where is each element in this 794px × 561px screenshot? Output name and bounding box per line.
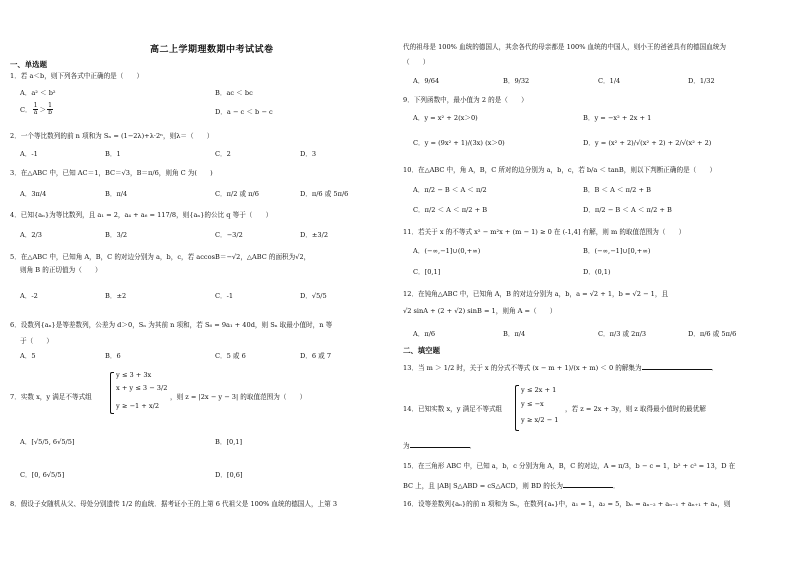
- question-4-option-a: A．2/3: [20, 231, 42, 239]
- question-6-option-a: A．5: [20, 352, 36, 360]
- question-10-option-d: D．π/2 − B ＜ A ＜ π/2 + B: [583, 206, 672, 214]
- question-4-option-c: C．−3/2: [215, 231, 243, 239]
- question-9-option-c: C．y = (9x² + 1)/(3x) (x＞0): [413, 139, 505, 147]
- question-13-stem: 13．当 m ＞ 1/2 时，关于 x 的分式不等式 (x − m + 1)/(x + m) ＜ 0 的解集为 ．: [403, 364, 719, 372]
- question-7-constraint-1: y ≤ 3 + 3x: [116, 371, 152, 379]
- question-9-option-d: D．y = (x² + 2)/√(x² + 2) + 2/√(x² + 2): [583, 139, 712, 147]
- question-9-option-b: B．y = −x² + 2x + 1: [583, 114, 652, 122]
- question-3-option-b: B．π/4: [105, 190, 128, 198]
- question-12-option-a: A．π/6: [413, 330, 436, 338]
- question-7-constraint-brace: [110, 372, 114, 414]
- page-title: 高二上学期理数期中考试试卷: [150, 45, 274, 55]
- question-1-option-d: D．a − c ＜ b − c: [215, 108, 273, 116]
- question-2-option-d: D．3: [300, 150, 317, 158]
- question-6-option-c: C．5 或 6: [215, 352, 246, 360]
- question-8-stem-end: （ ）: [403, 58, 430, 66]
- question-1-option-c: C． $\frac{1}{a}$ ＞ $\frac{1}{b}$: [20, 102, 52, 117]
- question-2-option-b: B．1: [105, 150, 121, 158]
- question-7-stem-tail: ，则 z = |2x − y − 3| 的取值范围为（ ）: [170, 393, 307, 401]
- question-8-option-c: C．1/4: [598, 77, 621, 85]
- question-5-stem: 5．在△ABC 中，已知角 A，B，C 的对边分别为 a，b，c，若 accosB＝−√2，△ABC 的面积为√2，: [10, 253, 311, 261]
- question-2-option-c: C．2: [215, 150, 231, 158]
- question-15-answer-blank[interactable]: [563, 480, 613, 488]
- question-5-option-d: D．√5/5: [300, 292, 327, 300]
- question-7-option-a: A．[√5/5, 6√5/5]: [20, 438, 75, 446]
- section-heading-single-choice: 一、单选题: [10, 60, 47, 69]
- question-14-constraint-3: y ≥ x/2 − 1: [521, 416, 559, 424]
- question-2-stem: 2．一个等比数列的前 n 项和为 Sₙ = (1−2λ)+λ·2ⁿ，则λ＝（ ）: [10, 132, 214, 140]
- question-16-stem: 16．设等差数列{aₙ}的前 n 项和为 Sₙ，在数列{aₙ}中，a₁ = 1，a₂ = 5，bₙ = aₙ₋₂ + aₙ₋₁ + aₙ₊₁ + aₙ，则: [403, 500, 731, 508]
- question-8-option-b: B．9/32: [503, 77, 530, 85]
- question-5-option-a: A．-2: [20, 292, 38, 300]
- question-8-stem: 8．假设子女随机从父、母处分别遗传 1/2 的血统．据考证小王的上第 6 代祖父是 100% 血统的德国人，上第 3: [10, 500, 338, 508]
- question-8-option-a: A．9/64: [413, 77, 440, 85]
- question-5-option-c: C．-1: [215, 292, 234, 300]
- question-6-option-b: B．6: [105, 352, 121, 360]
- question-1-option-b: B．ac ＜ bc: [215, 89, 253, 97]
- question-14-answer-blank[interactable]: [410, 440, 470, 448]
- question-11-option-d: D．(0,1): [583, 268, 611, 276]
- question-13-answer-blank[interactable]: [642, 362, 712, 370]
- section-heading-fill-in: 二、填空题: [403, 346, 440, 355]
- question-3-option-a: A．3π/4: [20, 190, 47, 198]
- left-column: [10, 0, 385, 561]
- question-8-stem-continued: 代的祖母是 100% 血统的德国人，其余各代的母亲都是 100% 血统的中国人，则小王的爸爸具有的德国血统为: [403, 43, 727, 51]
- question-12-option-d: D．π/6 或 5π/6: [688, 330, 737, 338]
- question-2-option-a: A．-1: [20, 150, 38, 158]
- question-14-stem: 14．已知实数 x，y 满足不等式组: [403, 405, 503, 413]
- question-11-stem: 11．若关于 x 的不等式 x² − m²x + (m − 1) ≥ 0 在 (-1,4] 有解，则 m 的取值范围为（ ）: [403, 228, 686, 236]
- question-4-option-d: D．±3/2: [300, 231, 329, 239]
- question-6-option-d: D．6 或 7: [300, 352, 332, 360]
- question-10-option-c: C．π/2 ＜ A ＜ π/2 + B: [413, 206, 488, 214]
- question-7-stem: 7．实数 x，y 满足不等式组: [10, 393, 92, 401]
- question-7-option-d: D．[0,6]: [215, 471, 243, 479]
- question-3-stem: 3．在△ABC 中，已知 AC＝1，BC＝√3，B＝π/6，则角 C 为( ): [10, 169, 213, 177]
- question-10-option-a: A．π/2 − B ＜ A ＜ π/2: [413, 186, 487, 194]
- question-7-option-c: C．[0, 6√5/5]: [20, 471, 65, 479]
- question-1-stem: 1．若 a＜b，则下列各式中正确的是（ ）: [10, 72, 144, 80]
- question-11-option-b: B．(−∞,−1]∪[0,+∞): [583, 247, 651, 255]
- question-14-answer-line: 为 ．: [403, 442, 477, 450]
- question-9-option-a: A．y = x² + 2(x＞0): [413, 114, 478, 122]
- question-1-option-a: A．a² ＜ b²: [20, 89, 56, 97]
- question-12-option-c: C．π/3 或 2π/3: [598, 330, 647, 338]
- question-11-option-a: A．(−∞,−1]∪(0,+∞): [413, 247, 481, 255]
- question-10-option-b: B．B ＜ A ＜ π/2 + B: [583, 186, 651, 194]
- question-6-stem-continued: 于（ ）: [20, 337, 53, 345]
- question-8-option-d: D．1/32: [688, 77, 715, 85]
- question-4-stem: 4．已知{aₙ}为等比数列，且 a₁ = 2，a₄ + a₆ = 117/8，则{aₙ}的公比 q 等于（ ）: [10, 211, 273, 219]
- question-10-stem: 10．在△ABC 中，角 A，B，C 所对的边分别为 a，b，c，若 b/a ＜ tanB，则以下判断正确的是（ ）: [403, 166, 717, 174]
- question-9-stem: 9．下列函数中，最小值为 2 的是（ ）: [403, 96, 528, 104]
- question-14-constraint-1: y ≤ 2x + 1: [521, 386, 557, 394]
- question-11-option-c: C．[0,1]: [413, 268, 441, 276]
- question-12-option-b: B．π/4: [503, 330, 526, 338]
- question-14-constraint-brace: [515, 385, 519, 431]
- question-14-constraint-2: y ≤ −x: [521, 400, 544, 408]
- question-4-option-b: B．3/2: [105, 231, 128, 239]
- question-7-constraint-2: x + y ≤ 3 − 3/2: [116, 384, 168, 392]
- question-3-option-c: C．π/2 或 π/6: [215, 190, 259, 198]
- question-15-stem: 15．在三角形 ABC 中，已知 a，b，c 分别为角 A，B，C 的对边，A = π/3，b − c = 1，b² + c² = 13，D 在: [403, 462, 736, 470]
- question-12-stem-continued: √2 sinA + (2 + √2) sinB = 1，则角 A =（ ）: [403, 307, 557, 315]
- question-7-option-b: B．[0,1]: [215, 438, 243, 446]
- question-7-constraint-3: y ≥ −1 + x/2: [116, 402, 160, 410]
- right-column: [403, 0, 773, 561]
- question-3-option-d: D．π/6 或 5π/6: [300, 190, 349, 198]
- question-14-stem-tail: ，若 z = 2x + 3y，则 z 取得最小值时的最优解: [565, 405, 706, 413]
- question-5-stem-continued: 则角 B 的正切值为（ ）: [20, 266, 102, 274]
- question-6-stem: 6．设数列{aₙ}是等差数列，公差为 d＞0，Sₙ 为其前 n 项和，若 S₆ = 9a₁ + 40d，则 Sₙ 取最小值时，n 等: [10, 321, 333, 329]
- question-15-stem-continued: BC 上，且 |AB| S△ABD = cS△ACD，则 BD 的长为 ．: [403, 482, 620, 490]
- question-12-stem: 12．在钝角△ABC 中，已知角 A，B 的对边分别为 a，b，a = √2 + 1，b = √2 − 1，且: [403, 290, 669, 298]
- question-5-option-b: B．±2: [105, 292, 127, 300]
